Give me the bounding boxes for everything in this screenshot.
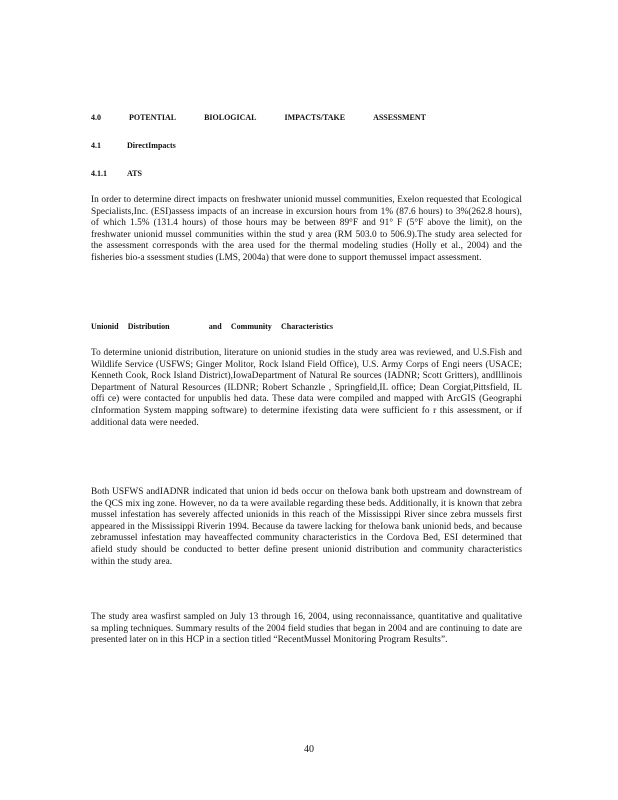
paragraph-3: Both USFWS andIADNR indicated that union id beds occur on theIowa bank both upstream and downstream of the QCS mix ing zone. However, no da ta were available regarding these beds. Additionally, it is known that zebra mussel infestation has severely affected unionids in this reach of the Mississippi River since zebra mussels first appeared in the Mississippi Riverin 1994. Because da tawere lacking for theIowa bank unionid beds, and because zebramussel infestation may haveaffected community characteristics in the Cordova Bed, ESI determined that afield study should be conducted to better define present unionid distribution and community characteristics within the study area.	[91, 487, 522, 567]
section-number-4-1: 4.1	[91, 141, 101, 150]
page-number: 40	[304, 744, 314, 755]
section-heading-4-0	[91, 113, 426, 122]
subheading-unionid-distribution	[91, 322, 333, 331]
subheading-word: Characteristics	[280, 322, 333, 331]
subheading-word: Community	[230, 322, 272, 331]
section-number-4-1-1: 4.1.1	[91, 169, 107, 178]
section-title-ats: ATS	[127, 169, 142, 178]
heading-word: POTENTIAL	[128, 113, 177, 122]
paragraph-4: The study area wasfirst sampled on July 13 through 16, 2004, using reconnaissance, quantitative and qualitative sa mpling techniques. Summary results of the 2004 field studies that began in 2004 and are continuing to date are presented later on in this HCP in a section titled “RecentMussel Monitoring Program Results”.	[91, 612, 522, 646]
subheading-word: and	[208, 322, 222, 331]
heading-word: BIOLOGICAL	[204, 113, 257, 122]
heading-number: 4.0	[91, 113, 101, 122]
paragraph-2: To determine unionid distribution, literature on unionid studies in the study area was reviewed, and U.S.Fish and Wildlife Service (USFWS; Ginger Molitor, Rock Island Field Office), U.S. Army Corps of Engi neers (USACE; Kenneth Cook, Rock Island District),IowaDepartment of Natural Re sources (IADNR; Scott Gritters), andIllinois Department of Natural Resources (ILDNR; Robert Schanzle , Springfield,IL office; Dean Corgiat,Pittsfield, IL offi ce) were contacted for unpublis hed data. These data were compiled and mapped with ArcGIS (Geographi cInformation System mapping software) to determine ifexisting data were sufficient fo r this assessment, or if additional data were needed.	[91, 348, 522, 428]
paragraph-1: In order to determine direct impacts on freshwater unionid mussel communities, Exelon requested that Ecological Specialists,Inc. (ESI)assess impacts of an increase in excursion hours from 1% (87.6 hours) to 3%(262.8 hours), of which 1.5% (131.4 hours) of those hours may be between 89°F and 91° F (5°F above the limit), on the freshwater unionid mussel communities within the stud y area (RM 503.0 to 506.9).The study area selected for the assessment corresponds with the area used for the thermal modeling studies (Holly et al., 2004) and the fisheries bio-a ssessment studies (LMS, 2004a) that were done to support themussel impact assessment.	[91, 195, 522, 263]
heading-word: ASSESSMENT	[373, 113, 426, 122]
heading-word: IMPACTS/TAKE	[284, 113, 346, 122]
subheading-word: Unionid	[91, 322, 119, 331]
section-title-direct-impacts: DirectImpacts	[127, 141, 176, 150]
subheading-word: Distribution	[127, 322, 170, 331]
